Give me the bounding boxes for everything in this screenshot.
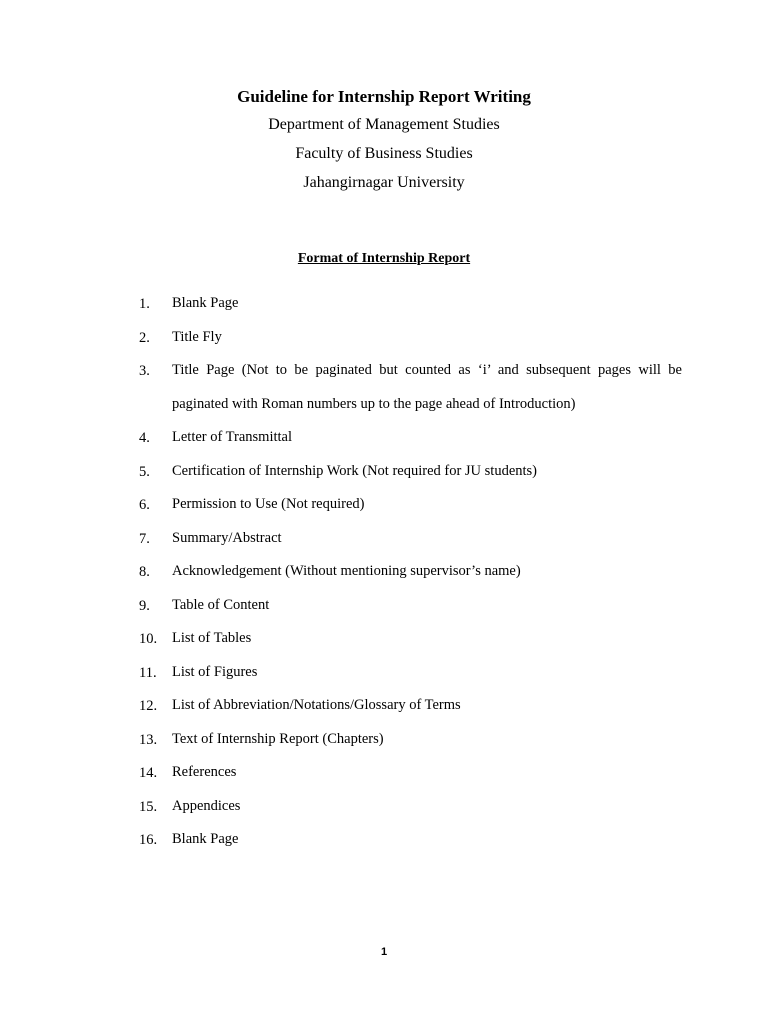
item-text: Summary/Abstract (172, 529, 282, 546)
item-text: List of Figures (172, 663, 258, 680)
item-number: 15. (139, 798, 158, 815)
item-number: 7. (139, 530, 150, 547)
item-text: Acknowledgement (Without mentioning supervisor’s name) (172, 563, 521, 579)
item-number: 4. (139, 430, 150, 446)
item-number: 3. (139, 363, 150, 379)
item-text: Appendices (172, 797, 241, 814)
item-text: Blank Page (172, 831, 239, 847)
item-number: 5. (139, 463, 150, 480)
list-item (139, 359, 699, 426)
page-number: 1 (380, 946, 388, 958)
item-text: Certification of Internship Work (Not required for JU students) (172, 462, 538, 479)
item-number: 6. (139, 497, 150, 513)
item-text: List of Tables (172, 630, 252, 646)
item-text: Table of Content (172, 596, 270, 613)
list-item (139, 828, 699, 862)
item-text: Permission to Use (Not required) (172, 496, 365, 512)
document-title: Guideline for Internship Report Writing (237, 87, 531, 106)
item-text: List of Abbreviation/Notations/Glossary of Terms (172, 697, 461, 713)
university-name: Jahangirnagar University (303, 174, 465, 191)
department-name: Department of Management Studies (268, 116, 500, 133)
format-item-list (139, 292, 699, 862)
item-number: 9. (139, 597, 150, 614)
item-number: 12. (139, 698, 158, 714)
section-heading: Format of Internship Report (297, 251, 471, 266)
item-text: Title Fly (172, 328, 222, 345)
item-number: 11. (139, 664, 157, 681)
item-number: 1. (139, 296, 150, 312)
faculty-name: Faculty of Business Studies (295, 145, 473, 162)
item-number: 8. (139, 564, 150, 580)
item-number: 13. (139, 731, 158, 748)
item-number: 2. (139, 329, 150, 346)
item-text: Blank Page (172, 295, 239, 311)
item-number: 14. (139, 765, 158, 781)
document-header (0, 84, 768, 197)
item-text: Letter of Transmittal (172, 429, 293, 445)
item-number: 16. (139, 832, 158, 848)
item-number: 10. (139, 631, 158, 647)
item-text: Title Page (Not to be paginated but counted as ‘i’ and subsequent pages will be paginated with Roman numbers up to the page ahead of Introduction) (172, 362, 682, 412)
item-text: References (172, 764, 237, 780)
item-text: Text of Internship Report (Chapters) (172, 730, 384, 747)
